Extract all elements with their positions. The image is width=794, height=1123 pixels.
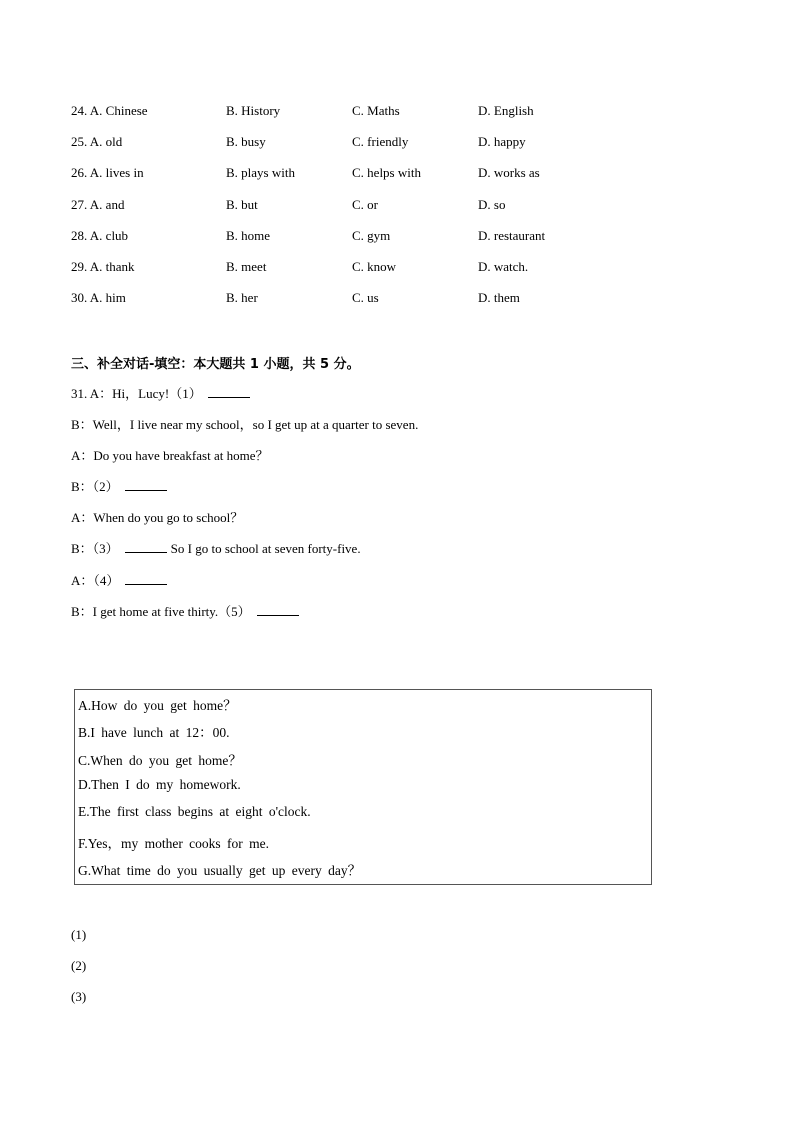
- answer-item-1: (1): [71, 927, 87, 942]
- option-b: B. meet: [226, 258, 267, 274]
- option-d: D. restaurant: [478, 227, 546, 243]
- option-b: B. but: [226, 196, 258, 212]
- option-d: D. so: [478, 196, 506, 212]
- option-b: B. her: [226, 290, 258, 306]
- dialog: [71, 383, 418, 632]
- dialog-line: [71, 476, 418, 507]
- option-d: D.Then I do my homework.: [78, 777, 241, 792]
- dialog-line: [71, 601, 418, 632]
- answer-item-3: (3): [71, 989, 87, 1004]
- option-box: [74, 689, 652, 885]
- option-c: C. friendly: [352, 134, 409, 150]
- question-number-option-a: 27. A. and: [71, 196, 125, 212]
- option-c: C. gym: [352, 227, 391, 243]
- dialog-line: [71, 383, 418, 414]
- option-b: B. busy: [226, 134, 266, 150]
- option-d: D. them: [478, 290, 520, 306]
- option-c: C. helps with: [352, 165, 421, 181]
- question-number-option-a: 30. A. him: [71, 290, 126, 306]
- option-c: C. Maths: [352, 103, 400, 118]
- option-d: D. watch.: [478, 258, 529, 274]
- option-d: D. happy: [478, 134, 526, 150]
- option-c: C. know: [352, 258, 397, 274]
- option-b: B. History: [226, 103, 281, 118]
- dialog-line: [71, 445, 418, 476]
- answer-blank[interactable]: [125, 572, 167, 585]
- answer-item-2: (2): [71, 958, 87, 973]
- option-g: G.What time do you usually get up every day？: [78, 863, 362, 878]
- dialog-text: 31. A：Hi，Lucy!（1）: [71, 386, 202, 401]
- option-b: B. home: [226, 227, 271, 243]
- section-title: 三、补全对话-填空：本大题共 1 小题，共 5 分。: [71, 357, 360, 372]
- question-number-option-a: 24. A. Chinese: [71, 103, 148, 118]
- question-number-option-a: 25. A. old: [71, 134, 123, 150]
- dialog-text: B：（2）: [71, 479, 119, 495]
- option-a: A.How do you get home？: [78, 698, 237, 713]
- option-b: B. plays with: [226, 165, 295, 181]
- option-f: F.Yes，my mother cooks for me.: [78, 836, 270, 851]
- answer-blank[interactable]: [125, 478, 167, 491]
- dialog-text: B：Well，I live near my school，so I get up at a quarter to seven.: [71, 417, 419, 433]
- dialog-line: [71, 507, 418, 538]
- dialog-text: B：I get home at five thirty.（5）: [71, 603, 251, 619]
- option-c: C. us: [352, 290, 379, 306]
- option-b: B.I have lunch at 12：00.: [78, 725, 230, 740]
- option-c: C. or: [352, 196, 378, 212]
- question-number-option-a: 28. A. club: [71, 227, 129, 243]
- dialog-text: A：（4）: [71, 572, 120, 588]
- option-d: D. works as: [478, 165, 540, 181]
- dialog-line: [71, 414, 418, 445]
- question-number-option-a: 29. A. thank: [71, 258, 135, 274]
- dialog-text-after: So I go to school at seven forty-five.: [170, 541, 361, 557]
- answer-list: [71, 927, 86, 1020]
- dialog-text: B：（3）: [71, 541, 119, 557]
- option-c: C.When do you get home？: [78, 753, 242, 768]
- option-e: E.The first class begins at eight o'clock.: [78, 804, 311, 819]
- dialog-text: A：Do you have breakfast at home？: [71, 448, 269, 464]
- dialog-line: [71, 538, 418, 569]
- dialog-text: A：When do you go to school？: [71, 510, 244, 526]
- question-number-option-a: 26. A. lives in: [71, 165, 144, 181]
- answer-blank[interactable]: [208, 385, 250, 398]
- dialog-line: [71, 570, 418, 601]
- option-d: D. English: [478, 103, 534, 118]
- answer-blank[interactable]: [125, 540, 167, 553]
- answer-blank[interactable]: [257, 603, 299, 616]
